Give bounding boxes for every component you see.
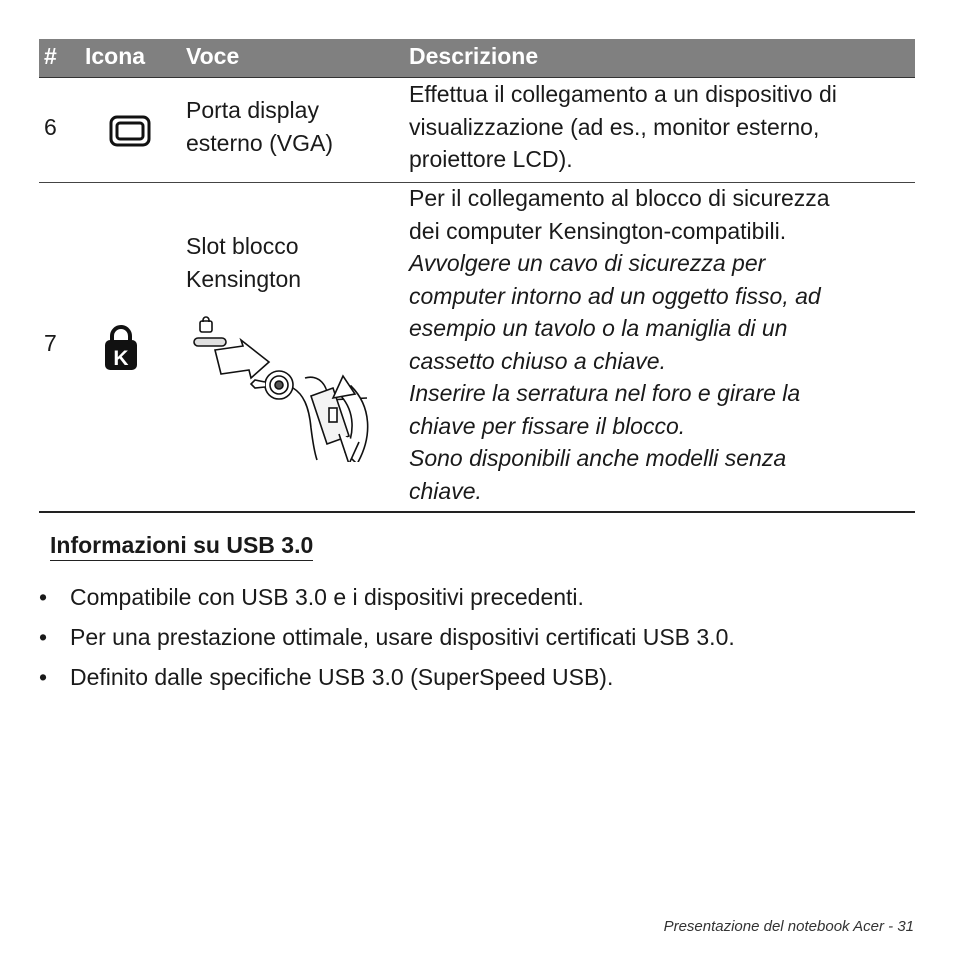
row-6-item <box>186 94 333 159</box>
list-item-text: Per una prestazione ottimale, usare dispositivi certificati USB 3.0. <box>70 624 735 650</box>
row-7-item-line: Kensington <box>186 265 302 292</box>
row-7-desc-line: dei computer Kensington-compatibili. <box>409 217 787 244</box>
bullet-dot: • <box>39 624 48 650</box>
row-7-item-line: Slot blocco <box>186 233 299 259</box>
page-footer: Presentazione del notebook Acer - 31 <box>663 918 914 935</box>
row-6-desc-line: proiettore LCD). <box>409 146 573 172</box>
vga-port-icon <box>109 115 151 147</box>
header-icon: Icona <box>85 43 146 69</box>
kensington-letter: K <box>113 347 129 370</box>
row-6-desc-line: Effettua il collegamento a un dispositivo di <box>409 81 837 107</box>
row-6-item-line: esterno (VGA) <box>186 129 333 156</box>
row-7-desc-italic-line: Inserire la serratura nel foro e girare la <box>409 380 801 406</box>
row-7-desc-italic-line: cassetto chiuso a chiave. <box>409 347 666 374</box>
row-6-num: 6 <box>44 114 57 140</box>
row-7-desc-line: Per il collegamento al blocco di sicurezza <box>409 185 830 211</box>
header-num: # <box>44 43 57 69</box>
row-7-desc-italic-line: chiave. <box>409 477 482 504</box>
row-7-desc-italic-line: esempio un tavolo o la maniglia di un <box>409 315 788 341</box>
kensington-lock-illustration <box>193 316 383 462</box>
row-7-desc-italic-line: Avvolgere un cavo di sicurezza per <box>409 250 766 276</box>
row-7-desc-italic-line: Sono disponibili anche modelli senza <box>409 445 787 471</box>
table-bottom-border <box>39 511 915 513</box>
list-item-text: Compatibile con USB 3.0 e i dispositivi precedenti. <box>70 584 584 610</box>
row-6-item-line: Porta display <box>186 97 319 123</box>
table-header <box>39 39 915 78</box>
header-item: Voce <box>186 43 240 69</box>
row-6-desc-line: visualizzazione (ad es., monitor esterno, <box>409 113 820 140</box>
list-item-text: Definito dalle specifiche USB 3.0 (SuperSpeed USB). <box>70 664 614 690</box>
row-7-item <box>186 230 301 295</box>
bullet-dot: • <box>39 584 48 610</box>
row-7-num: 7 <box>44 330 57 356</box>
row-7-desc-italic-line: chiave per fissare il blocco. <box>409 412 686 439</box>
row-7-description <box>409 182 830 507</box>
bullet-dot: • <box>39 664 48 690</box>
row-7-desc-italic-line: computer intorno ad un oggetto fisso, ad <box>409 282 821 309</box>
header-desc: Descrizione <box>409 43 539 69</box>
kensington-lock-icon <box>103 325 139 371</box>
row-6-description <box>409 78 837 176</box>
usb-section-title: Informazioni su USB 3.0 <box>50 531 313 561</box>
